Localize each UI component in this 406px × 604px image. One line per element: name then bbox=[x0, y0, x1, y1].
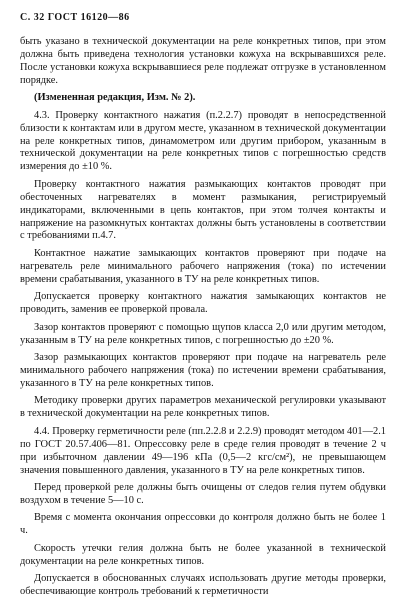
amendment-note: (Измененная редакция, Изм. № 2). bbox=[34, 92, 196, 104]
paragraph-leak-rate: Скорость утечки гелия должна быть не более указанной в технической документации на реле конкретных типов. bbox=[20, 542, 386, 567]
paragraph-allowed-skip: Допускается проверку контактного нажатия замыкающих контактов не проводить, заменив ее проверкой провала. bbox=[20, 291, 386, 316]
paragraph-4-3: 4.3. Проверку контактного нажатия (п.2.2.7) проводят в непосредственной близости к контактам или в другом месте, указанном в технической документации на реле конкретных типов, динамометром или другим прибором, указанным в технической документации на реле конкретных типов с погрешностью средств измерения до ±10 %. bbox=[20, 109, 386, 173]
paragraph-break-contacts: Проверку контактного нажатия размыкающих контактов проводят при обесточенных нагревателях в момент размыкания, регистрируемый индикаторами, включенными в цепь контактов, при этом толчея контакты и напряжение на разомкнутых контактах должны быть установлены в соответствии с требованиями п.4.7. bbox=[20, 178, 386, 242]
paragraph-make-contacts: Контактное нажатие замыкающих контактов проверяют при подаче на нагреватель реле минимального рабочего напряжения (тока) по истечении времени срабатывания, указанного в ТУ на реле конкретных типов. bbox=[20, 247, 386, 285]
paragraph-contact-gap: Зазор контактов проверяют с помощью щупов класса 2,0 или другим методом, указанным в ТУ на реле конкретных типов, с погрешностью до ±20 %. bbox=[20, 321, 386, 346]
page-header: С. 32 ГОСТ 16120—86 bbox=[20, 12, 130, 23]
paragraph-continuation: быть указано в технической документации на реле конкретных типов, при этом должна быть приведена технология установки кожуха на вскрывавшихся реле. После установки кожуха вскрывавшиеся реле подлежат отгрузке в установленном порядке. bbox=[20, 36, 386, 86]
document-page bbox=[20, 12, 386, 604]
paragraph-other-methods: Допускается в обоснованных случаях использовать другие методы проверки, обеспечивающие контроль требований к герметичности bbox=[20, 573, 386, 598]
paragraph-4-4: 4.4. Проверку герметичности реле (пп.2.2.8 и 2.2.9) проводят методом 401—2.1 по ГОСТ 20.57.406—81. Опрессовку реле в среде гелия проводят в течение 2 ч при избыточном давлении 49—196 кПа (0,5—2 кгс/см²), не превышающем значения повышенного давления, указанного в ТУ на реле конкретных типов. bbox=[20, 425, 386, 476]
paragraph-break-gap: Зазор размыкающих контактов проверяют при подаче на нагреватель реле минимального рабочего напряжения (тока) по истечении времени срабатывания, указанного в ТУ на реле конкретных типов. bbox=[20, 352, 386, 389]
paragraph-time: Время с момента окончания опрессовки до контроля должно быть не более 1 ч. bbox=[20, 512, 386, 537]
paragraph-method: Методику проверки других параметров механической регулировки указывают в технической документации на реле конкретных типов. bbox=[20, 395, 386, 420]
paragraph-cleaning: Перед проверкой реле должны быть очищены от следов гелия путем обдувки воздухом в течение 5—10 с. bbox=[20, 482, 386, 506]
